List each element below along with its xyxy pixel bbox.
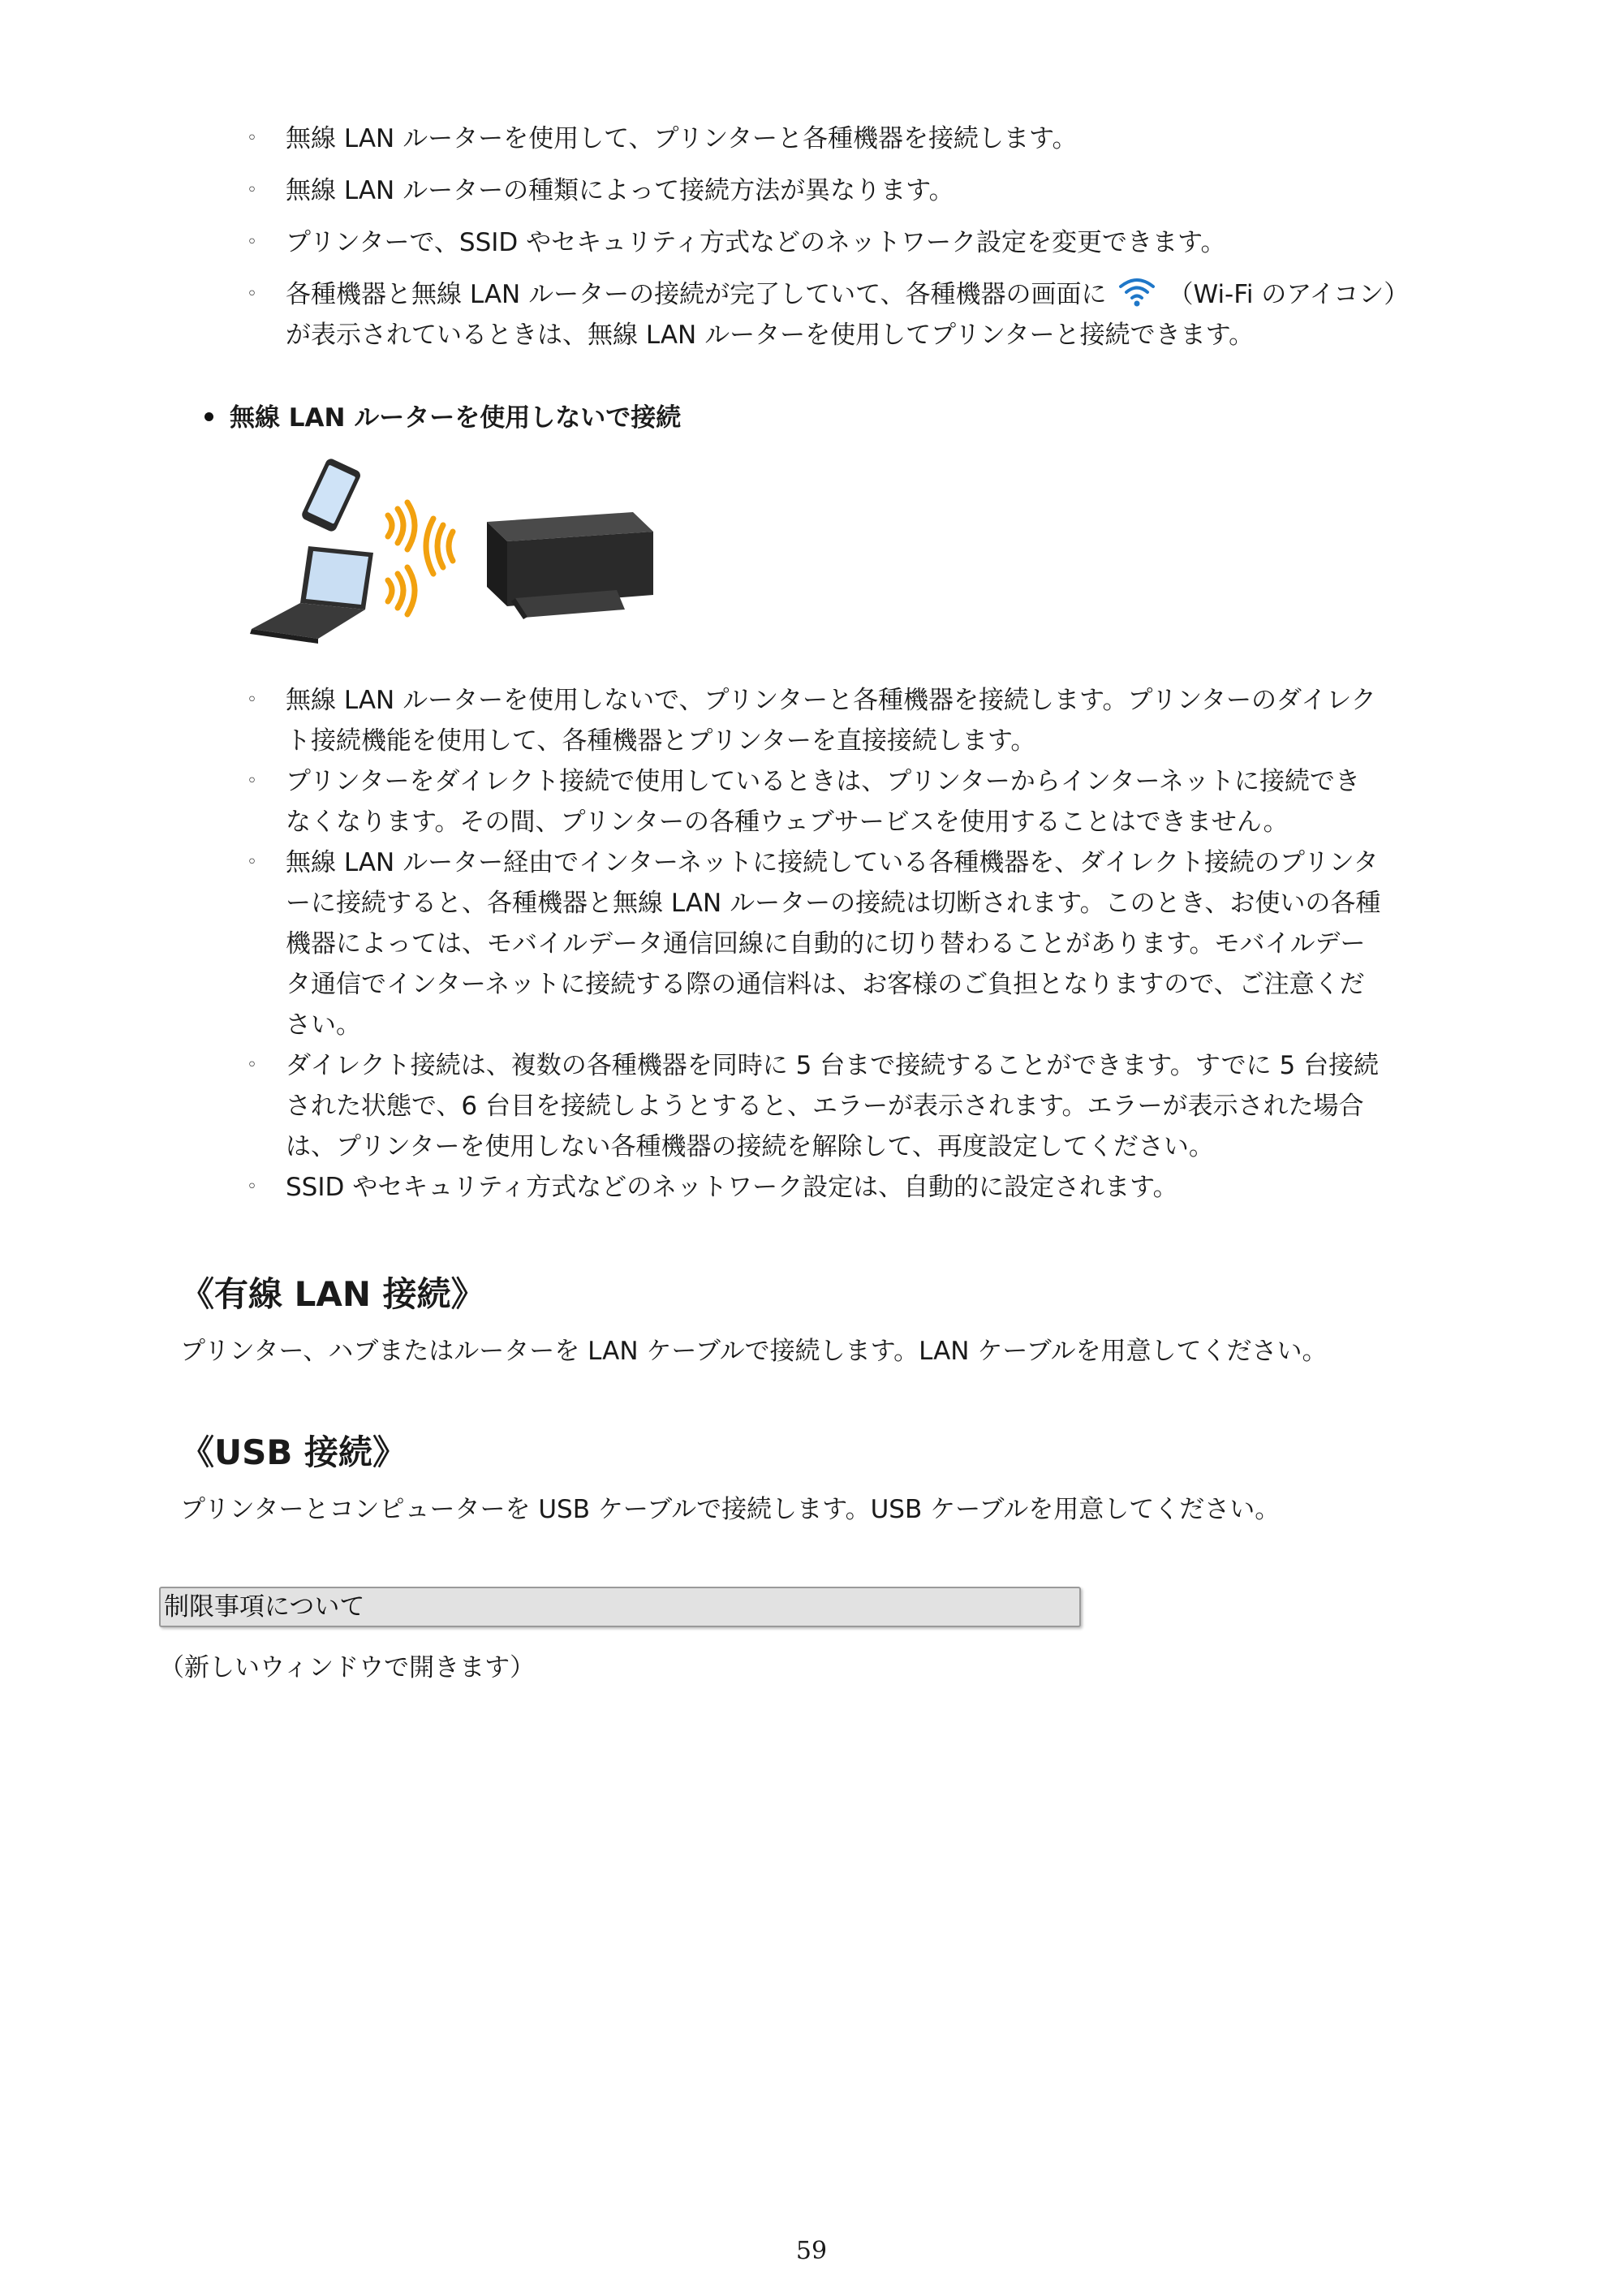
direct-connection-list xyxy=(243,680,1477,1208)
restrictions-button[interactable]: 制限事項について xyxy=(159,1587,1081,1627)
list-item xyxy=(243,761,1477,842)
list-item-text: プリンターをダイレクト接続で使用しているときは、プリンターからインターネットに接続でき xyxy=(286,767,1361,796)
list-marker: ◦ xyxy=(247,180,257,200)
list-item-text: プリンターで、SSID やセキュリティ方式などのネットワーク設定を変更できます。 xyxy=(286,228,1226,257)
router-connection-list xyxy=(243,118,1477,355)
list-item-text: なくなります。その間、プリンターの各種ウェブサービスを使用することはできません。 xyxy=(286,808,1289,837)
wired-lan-heading: 《有線 LAN 接続》 xyxy=(180,1274,485,1314)
usb-heading: 《USB 接続》 xyxy=(180,1432,407,1472)
list-item xyxy=(243,842,1477,1045)
new-window-note: （新しいウィンドウで開きます） xyxy=(159,1653,536,1682)
list-marker: ◦ xyxy=(247,852,257,872)
list-item-text: 無線 LAN ルーターを使用しないで、プリンターと各種機器を接続します。プリンターのダイレク xyxy=(286,686,1376,715)
list-item-text: さい。 xyxy=(286,1010,361,1040)
list-item-text: された状態で、6 台目を接続しようとすると、エラーが表示されます。エラーが表示された場合 xyxy=(286,1092,1364,1121)
list-item-text: ト接続機能を使用して、各種機器とプリンターを直接接続します。 xyxy=(286,726,1036,756)
direct-connection-heading xyxy=(204,398,681,438)
list-item xyxy=(243,1045,1477,1167)
list-item-text: 無線 LAN ルーター経由でインターネットに接続している各種機器を、ダイレクト接続のプリンタ xyxy=(286,848,1379,877)
list-item xyxy=(243,222,1477,263)
list-marker: ◦ xyxy=(247,284,257,304)
list-item xyxy=(243,680,1477,761)
list-item xyxy=(243,170,1477,211)
list-item-text: SSID やセキュリティ方式などのネットワーク設定は、自動的に設定されます。 xyxy=(286,1173,1178,1202)
wireless-waves xyxy=(388,502,453,614)
wifi-icon xyxy=(1117,275,1156,308)
usb-text: プリンターとコンピューターを USB ケーブルで接続します。USB ケーブルを用意してください。 xyxy=(180,1495,1281,1524)
page-number: 59 xyxy=(795,2237,828,2265)
list-marker: ◦ xyxy=(247,128,257,149)
list-item-text: 無線 LAN ルーターを使用して、プリンターと各種機器を接続します。 xyxy=(286,124,1078,153)
list-marker: ◦ xyxy=(247,232,257,252)
direct-connection-illustration xyxy=(243,450,665,653)
list-item-text: 機器によっては、モバイルデータ通信回線に自動的に切り替わることがあります。モバイルデー xyxy=(286,929,1366,958)
list-item-text: 各種機器と無線 LAN ルーターの接続が完了していて、各種機器の画面に xyxy=(286,280,1107,309)
laptop-icon xyxy=(250,546,373,644)
list-item xyxy=(243,118,1477,159)
list-item xyxy=(243,1167,1477,1208)
list-item-text: ーに接続すると、各種機器と無線 LAN ルーターの接続は切断されます。このとき、お使いの各種 xyxy=(286,889,1381,918)
heading-text: 無線 LAN ルーターを使用しないで接続 xyxy=(230,403,682,433)
list-item-text: （Wi-Fi のアイコン） xyxy=(1168,280,1410,309)
list-item-text: ダイレクト接続は、複数の各種機器を同時に 5 台まで接続することができます。すでに 5 台接続 xyxy=(286,1051,1380,1080)
list-item-text: は、プリンターを使用しない各種機器の接続を解除して、再度設定してください。 xyxy=(286,1132,1214,1161)
smartphone-icon xyxy=(300,457,362,533)
list-marker: ◦ xyxy=(247,1177,257,1197)
bullet-dot xyxy=(204,412,213,421)
list-item-text: が表示されているときは、無線 LAN ルーターを使用してプリンターと接続できます。 xyxy=(286,321,1255,350)
list-marker: ◦ xyxy=(247,690,257,710)
wired-lan-text: プリンター、ハブまたはルーターを LAN ケーブルで接続します。LAN ケーブルを用意してください。 xyxy=(180,1337,1328,1366)
list-marker: ◦ xyxy=(247,1055,257,1075)
list-marker: ◦ xyxy=(247,771,257,791)
printer-icon xyxy=(487,512,653,619)
list-item-text: タ通信でインターネットに接続する際の通信料は、お客様のご負担となりますので、ご注意くだ xyxy=(286,970,1365,999)
list-item-text: 無線 LAN ルーターの種類によって接続方法が異なります。 xyxy=(286,176,954,205)
list-item xyxy=(243,274,1477,355)
